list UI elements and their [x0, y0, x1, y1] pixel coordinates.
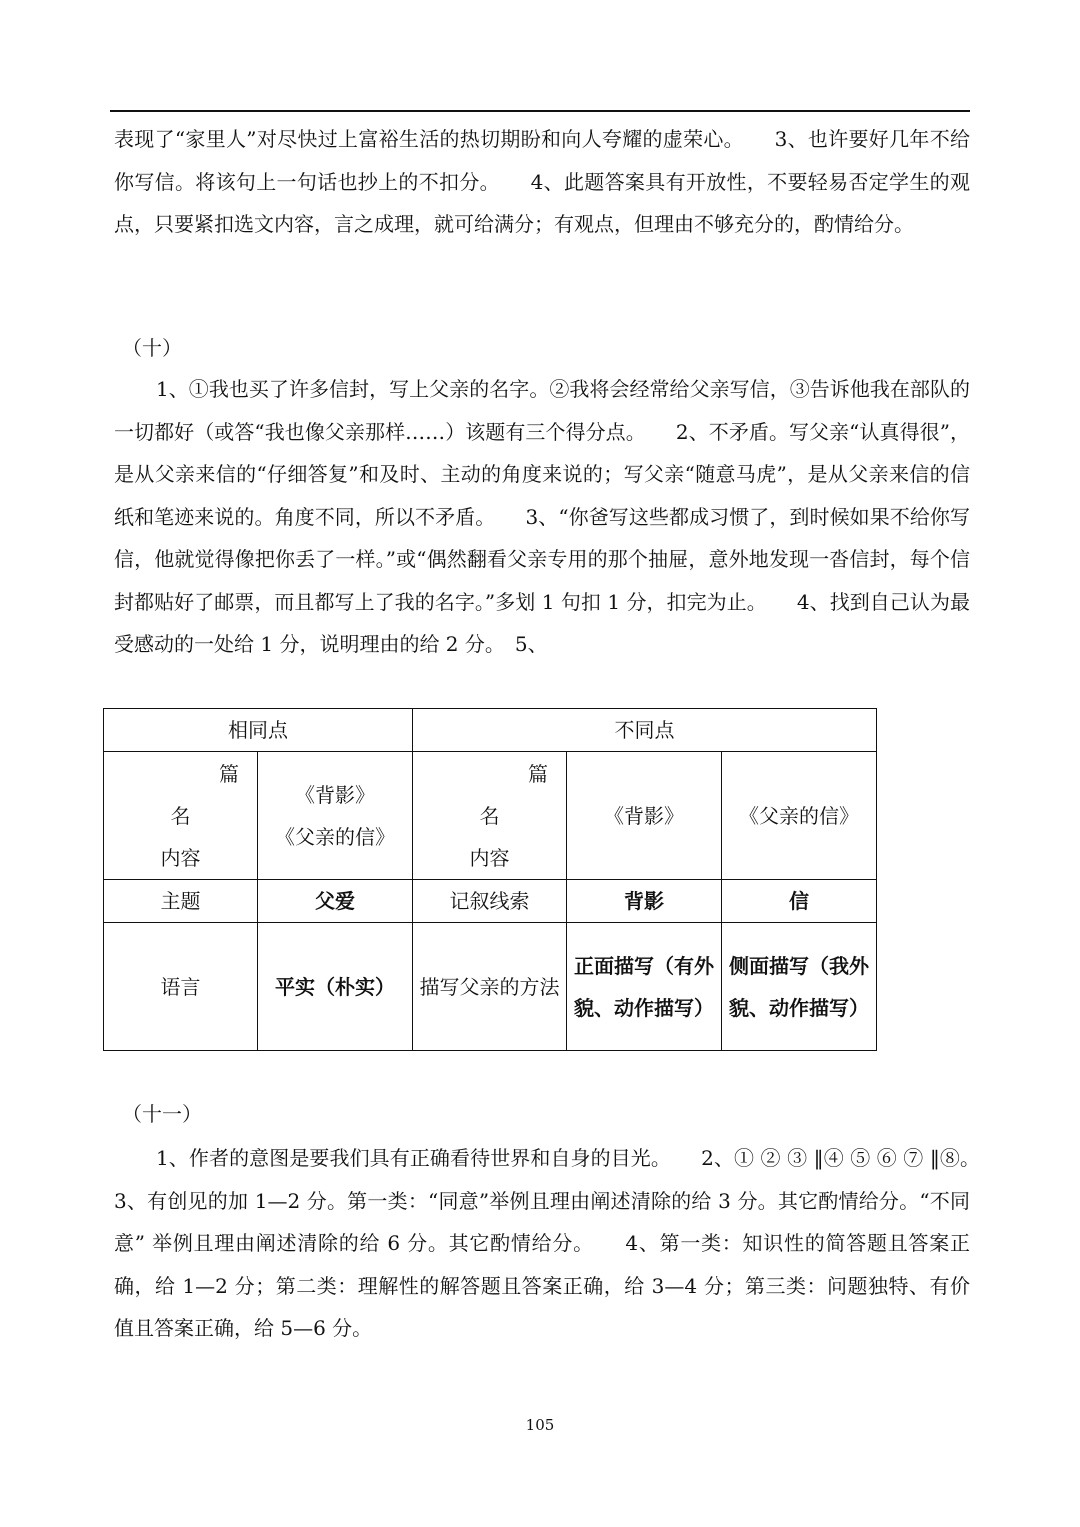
page-number: 105 — [525, 1416, 555, 1434]
table-row-theme — [104, 880, 877, 923]
diagonal-header-cell — [104, 752, 258, 880]
language-value: 平实（朴实） — [258, 923, 413, 1051]
comparison-table — [103, 708, 877, 1051]
title-fuqin: 《父亲的信》 — [275, 824, 395, 849]
theme-value: 父爱 — [258, 880, 413, 923]
title-beiying: 《背影》 — [295, 782, 375, 807]
header-rule — [110, 110, 970, 112]
header-same: 相同点 — [104, 709, 413, 752]
table-row-language — [104, 923, 877, 1051]
paragraph-section-10: 1、①我也买了许多信封，写上父亲的名字。②我将会经常给父亲写信，③告诉他我在部队的一切都好（或答“我也像父亲那样……）该题有三个得分点。 2、不矛盾。写父亲“认真得很”，是从父亲来信的“仔细答复”和及时、主动的角度来说的；写父亲“随意马虎”，是从父亲来信的信纸和笔迹来说的。角度不同，所以不矛盾。 3、“你爸写这些都成习惯了，到时候如果不给你写信，他就觉得像把你丢了一样。”或“偶然翻看父亲专用的那个抽屉，意外地发现一沓信封，每个信封都贴好了邮票，而且都写上了我的名字。”多划 1 句扣 1 分，扣完为止。 4、找到自己认为最受感动的一处给 1 分，说明理由的给 2 分。 5、 — [114, 377, 970, 656]
language-label: 语言 — [104, 923, 258, 1051]
diagonal-header-cell-2 — [413, 752, 567, 880]
diag-label-bottom: 内容 — [469, 845, 510, 870]
clue-label: 记叙线索 — [413, 880, 567, 923]
paragraph-section-11: 1、作者的意图是要我们具有正确看待世界和自身的目光。 2、① ② ③ ‖④ ⑤ ⑥ ⑦ ‖⑧。 3、有创见的加 1—2 分。第一类：“同意”举例且理由阐述清除的给 3 分。其它酌情给分。“不同意” 举例且理由阐述清除的给 6 分。其它酌情给分。 4、第一类：知识性的简答题且答案正确，给 1—2 分；第二类：理解性的解答题且答案正确，给 3—4 分；第三类：问题独特、有价值且答案正确，给 5—6 分。 — [114, 1146, 1010, 1340]
clue-fuqin: 信 — [722, 880, 877, 923]
diag-label-top: 篇 — [219, 761, 239, 786]
method-label: 描写父亲的方法 — [413, 923, 567, 1051]
diag-label-mid: 名 — [479, 803, 500, 828]
title-fuqin-cell: 《父亲的信》 — [722, 752, 877, 880]
section-heading-10: （十） — [122, 336, 182, 360]
titles-same-cell — [258, 752, 413, 880]
method-fuqin: 侧面描写（我外貌、动作描写） — [722, 923, 877, 1051]
section-heading-11: （十一） — [122, 1102, 202, 1126]
title-beiying-cell: 《背影》 — [567, 752, 722, 880]
header-different: 不同点 — [413, 709, 877, 752]
clue-beiying: 背影 — [567, 880, 722, 923]
table-row-titles — [104, 752, 877, 880]
diag-label-top: 篇 — [528, 761, 548, 786]
paragraph-answers-cont: 表现了“家里人”对尽快过上富裕生活的热切期盼和向人夸耀的虚荣心。 3、也许要好几年不给你写信。将该句上一句话也抄上的不扣分。 4、此题答案具有开放性，不要轻易否定学生的观点，只要紧扣选文内容，言之成理，就可给满分；有观点，但理由不够充分的，酌情给分。 — [114, 127, 970, 236]
table-header-row — [104, 709, 877, 752]
method-beiying: 正面描写（有外貌、动作描写） — [567, 923, 722, 1051]
diag-label-mid: 名 — [170, 803, 191, 828]
diag-label-bottom: 内容 — [160, 845, 201, 870]
theme-label: 主题 — [104, 880, 258, 923]
